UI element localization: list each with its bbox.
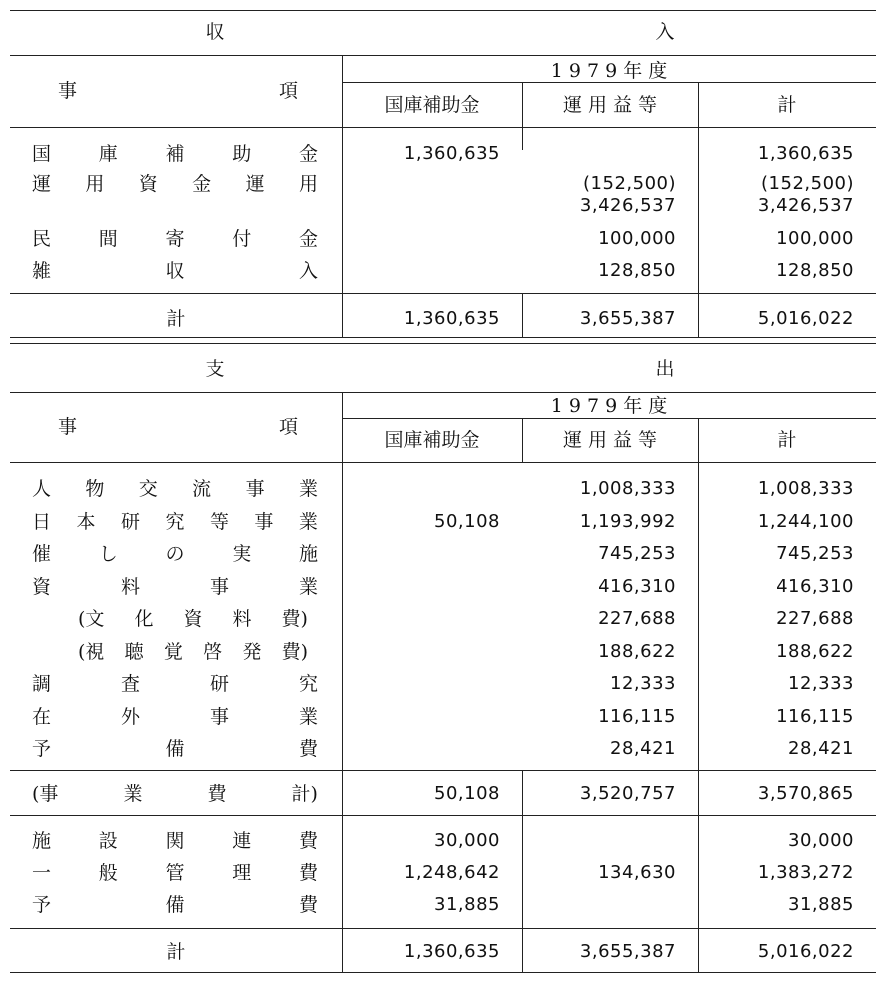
expense-row-total: 227,688 xyxy=(776,608,854,629)
income-row-label xyxy=(32,145,318,164)
expense-row-total: 745,253 xyxy=(776,543,854,564)
label-char: 業 xyxy=(123,783,143,805)
rule-horizontal xyxy=(342,82,876,83)
label-char: 項 xyxy=(278,416,298,438)
expense-row-label xyxy=(32,510,318,533)
label-char: 本 xyxy=(76,510,96,533)
label-char: 費) xyxy=(281,608,308,630)
label-char: 収 xyxy=(165,260,185,282)
label-char: 等 xyxy=(209,510,229,533)
expense-row-label xyxy=(78,610,308,629)
label-char: 事 xyxy=(58,80,78,102)
income-row-label xyxy=(32,262,318,281)
expense-row2-total: 30,000 xyxy=(788,830,854,851)
label-char: 交 xyxy=(138,478,158,500)
label-char: 間 xyxy=(98,228,118,250)
label-char: 費 xyxy=(298,830,318,852)
label-char: 項 xyxy=(278,80,298,102)
label-char: 業 xyxy=(298,510,318,533)
label-char: 民 xyxy=(32,228,52,250)
expense-row-operation: 28,421 xyxy=(610,738,676,759)
expense-row-label xyxy=(32,675,318,694)
rule-horizontal xyxy=(10,55,876,56)
label-char: 寄 xyxy=(165,228,185,250)
label-char: 事 xyxy=(209,705,229,728)
label-char: 日 xyxy=(32,510,52,533)
label-char: 覚 xyxy=(163,640,183,663)
label-char: 研 xyxy=(120,510,140,533)
expense-row2-label xyxy=(32,864,318,883)
rule-vertical xyxy=(698,418,699,972)
expense-row-operation: 416,310 xyxy=(598,575,676,597)
label-char: 業 xyxy=(298,478,318,500)
rule-vertical xyxy=(342,392,343,972)
expense-row-operation: 188,622 xyxy=(598,640,676,662)
label-char: 資 xyxy=(183,608,203,630)
expense-row-total: 188,622 xyxy=(776,640,854,662)
expense-sum-label: 計 xyxy=(166,941,186,963)
label-char: 予 xyxy=(32,738,52,760)
rule-horizontal xyxy=(10,343,876,344)
income-row-total: 100,000 xyxy=(776,228,854,249)
income-row-label xyxy=(32,175,318,194)
label-char: (事 xyxy=(32,783,59,805)
expense-row2-operation: 134,630 xyxy=(598,862,676,883)
expense-col-operation: 運 用 益 等 xyxy=(562,429,658,451)
expense-row-operation: 116,115 xyxy=(598,705,676,727)
income-sum-total: 5,016,022 xyxy=(757,308,854,329)
label-char: 料 xyxy=(232,608,252,630)
expense-row-label xyxy=(78,640,308,663)
label-char: 一 xyxy=(32,862,52,884)
expense-row-label xyxy=(32,575,318,598)
rule-horizontal xyxy=(10,770,876,771)
label-char: 調 xyxy=(32,673,52,695)
rule-vertical xyxy=(522,770,523,972)
expense-row-label xyxy=(32,480,318,499)
expense-col-subsidy: 国庫補助金 xyxy=(384,429,480,451)
label-char: 理 xyxy=(232,862,252,884)
label-char: 金 xyxy=(192,173,212,195)
label-char: 物 xyxy=(85,478,105,500)
expense-row-total: 1,244,100 xyxy=(757,510,854,532)
label-char: 用 xyxy=(85,173,105,195)
label-char: 事 xyxy=(58,416,78,438)
income-col-item xyxy=(58,82,298,101)
income-row-total: 3,426,537 xyxy=(757,195,854,216)
label-char: 国 xyxy=(32,143,52,165)
label-char: 実 xyxy=(232,543,252,565)
label-char: 外 xyxy=(120,705,140,728)
income-sum-operation: 3,655,387 xyxy=(579,308,676,329)
label-char: 付 xyxy=(232,228,252,250)
label-char: 補 xyxy=(165,143,185,165)
income-col-subsidy: 国庫補助金 xyxy=(384,94,480,116)
expense-row-total: 1,008,333 xyxy=(757,478,854,499)
expense-row2-label xyxy=(32,896,318,915)
expense-row-label xyxy=(32,740,318,759)
label-char: 予 xyxy=(32,894,52,916)
rule-vertical xyxy=(522,82,523,150)
income-row-total: (152,500) xyxy=(761,173,854,194)
rule-horizontal xyxy=(10,293,876,294)
rule-horizontal xyxy=(10,928,876,929)
label-char: 業 xyxy=(298,705,318,728)
expense-row2-total: 31,885 xyxy=(788,894,854,915)
label-char: 備 xyxy=(165,894,185,916)
income-row-operation: 100,000 xyxy=(598,228,676,249)
income-row-total: 128,850 xyxy=(776,260,854,281)
label-char: 金 xyxy=(298,228,318,250)
label-char: 施 xyxy=(298,543,318,565)
income-sum-label: 計 xyxy=(166,308,186,330)
label-char: 費 xyxy=(207,783,227,805)
label-char: 流 xyxy=(192,478,212,500)
expense-row2-subsidy: 30,000 xyxy=(434,830,500,851)
rule-horizontal xyxy=(10,127,876,128)
expense-row-total: 116,115 xyxy=(776,705,854,727)
label-char: (文 xyxy=(78,608,105,630)
label-char: 運 xyxy=(245,173,265,195)
label-char: 在 xyxy=(32,705,52,728)
rule-vertical xyxy=(522,418,523,462)
label-char: 施 xyxy=(32,830,52,852)
label-char: 催 xyxy=(32,543,52,565)
expense-header-right: 出 xyxy=(655,358,675,380)
income-col-total: 計 xyxy=(777,94,797,116)
label-char: 金 xyxy=(298,143,318,165)
label-char: 発 xyxy=(242,640,262,663)
label-char: 業 xyxy=(298,575,318,598)
expense-row2-subsidy: 1,248,642 xyxy=(403,862,500,883)
label-char: 化 xyxy=(134,608,154,630)
label-char: 聴 xyxy=(124,640,144,663)
rule-vertical xyxy=(342,55,343,337)
label-char: 料 xyxy=(120,575,140,598)
income-row-subsidy: 1,360,635 xyxy=(403,143,500,164)
label-char: 啓 xyxy=(203,640,223,663)
rule-horizontal xyxy=(10,972,876,973)
expense-sum-total: 5,016,022 xyxy=(757,941,854,962)
label-char: 人 xyxy=(32,478,52,500)
expense-row-operation: 1,008,333 xyxy=(579,478,676,499)
label-char: 究 xyxy=(165,510,185,533)
label-char: 事 xyxy=(245,478,265,500)
expense-row-operation: 745,253 xyxy=(598,543,676,564)
label-char: の xyxy=(165,543,185,565)
expense-sum-operation: 3,655,387 xyxy=(579,941,676,962)
expense-row2-subsidy: 31,885 xyxy=(434,894,500,915)
expense-row-operation: 12,333 xyxy=(610,673,676,694)
expense-project-sum-subsidy: 50,108 xyxy=(434,783,500,804)
income-header-left: 収 xyxy=(205,21,225,43)
label-char: 資 xyxy=(138,173,158,195)
expense-sum-subsidy: 1,360,635 xyxy=(403,941,500,962)
label-char: 般 xyxy=(98,862,118,884)
label-char: 費 xyxy=(298,862,318,884)
expense-row-total: 416,310 xyxy=(776,575,854,597)
label-char: 究 xyxy=(298,673,318,695)
label-char: 入 xyxy=(298,260,318,282)
income-row-operation: (152,500) xyxy=(583,173,676,194)
label-char: 助 xyxy=(232,143,252,165)
income-row-operation: 128,850 xyxy=(598,260,676,281)
label-char: 費 xyxy=(298,738,318,760)
label-char: し xyxy=(98,543,118,565)
label-char: 査 xyxy=(120,673,140,695)
expense-col-total: 計 xyxy=(777,429,797,451)
expense-row-operation: 1,193,992 xyxy=(579,510,676,532)
label-char: 用 xyxy=(298,173,318,195)
expense-row-operation: 227,688 xyxy=(598,608,676,629)
expense-year: 1 9 7 9 年 度 xyxy=(550,395,668,417)
expense-row-label xyxy=(32,545,318,564)
label-char: 管 xyxy=(165,862,185,884)
rule-horizontal xyxy=(10,10,876,11)
label-char: (視 xyxy=(78,640,105,663)
rule-horizontal xyxy=(342,418,876,419)
income-col-operation: 運 用 益 等 xyxy=(562,94,658,116)
expense-row-total: 12,333 xyxy=(788,673,854,694)
income-row-operation: 3,426,537 xyxy=(579,195,676,216)
label-char: 費 xyxy=(298,894,318,916)
expense-col-item xyxy=(58,418,298,437)
expense-project-sum-operation: 3,520,757 xyxy=(579,783,676,804)
label-char: 運 xyxy=(32,173,52,195)
rule-horizontal xyxy=(10,462,876,463)
rule-horizontal xyxy=(10,815,876,816)
income-row-total: 1,360,635 xyxy=(757,143,854,164)
income-row-label xyxy=(32,230,318,249)
label-char: 設 xyxy=(98,830,118,852)
expense-row2-total: 1,383,272 xyxy=(757,862,854,883)
expense-project-sum-total: 3,570,865 xyxy=(757,783,854,804)
label-char: 関 xyxy=(165,830,185,852)
expense-project-sum-label xyxy=(32,785,318,804)
label-char: 費) xyxy=(281,640,308,663)
rule-horizontal xyxy=(10,392,876,393)
label-char: 資 xyxy=(32,575,52,598)
label-char: 計) xyxy=(291,783,318,805)
expense-row-label xyxy=(32,705,318,728)
label-char: 事 xyxy=(254,510,274,533)
label-char: 備 xyxy=(165,738,185,760)
label-char: 事 xyxy=(209,575,229,598)
label-char: 庫 xyxy=(98,143,118,165)
rule-horizontal xyxy=(10,337,876,338)
rule-vertical xyxy=(522,293,523,337)
income-header-right: 入 xyxy=(655,21,675,43)
expense-row-total: 28,421 xyxy=(788,738,854,759)
expense-row-subsidy: 50,108 xyxy=(434,510,500,532)
rule-vertical xyxy=(698,82,699,337)
budget-table xyxy=(10,10,876,974)
label-char: 雑 xyxy=(32,260,52,282)
expense-header-left: 支 xyxy=(205,358,225,380)
label-char: 研 xyxy=(209,673,229,695)
label-char: 連 xyxy=(232,830,252,852)
income-sum-subsidy: 1,360,635 xyxy=(403,308,500,329)
expense-row2-label xyxy=(32,832,318,851)
income-year: 1 9 7 9 年 度 xyxy=(550,60,668,82)
